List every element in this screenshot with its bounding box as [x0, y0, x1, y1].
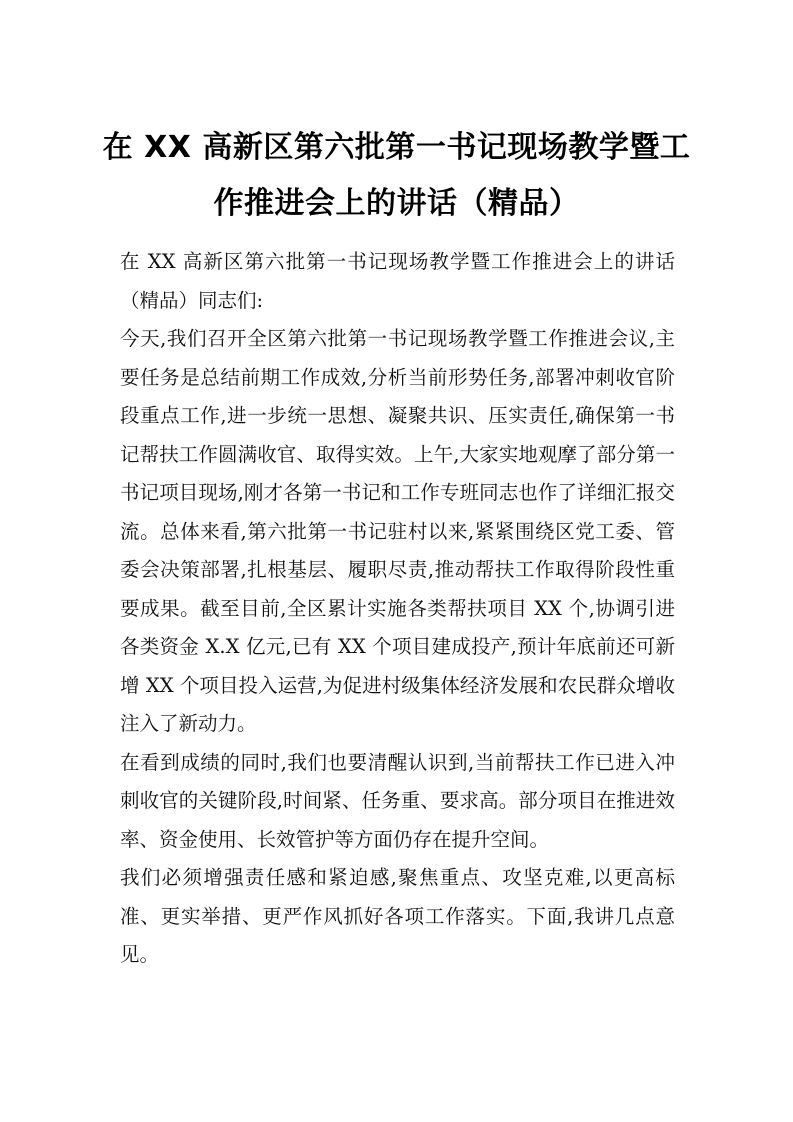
document-body [120, 243, 675, 975]
title-line-1: 在 XX 高新区第六批第一书记现场教学暨工 [102, 130, 691, 165]
paragraph-requirements: 我们必须增强责任感和紧迫感,聚焦重点、攻坚克难,以更高标准、更实举措、更严作风抓好各项工作落实。下面,我讲几点意见。 [120, 866, 675, 966]
document-title [100, 120, 693, 232]
title-line-2: 作推进会上的讲话（精品） [213, 186, 580, 221]
paragraph-challenges: 在看到成绩的同时,我们也要清醒认识到,当前帮扶工作已进入冲刺收官的关键阶段,时间紧、任务重、要求高。部分项目在推进效率、资金使用、长效管护等方面仍存在提升空间。 [120, 750, 675, 851]
paragraph-opening: 今天,我们召开全区第六批第一书记现场教学暨工作推进会议,主要任务是总结前期工作成效,分析当前形势任务,部署冲刺收官阶段重点工作,进一步统一思想、凝聚共识、压实责任,确保第一书记帮扶工作圆满收官、取得实效。上午,大家实地观摩了部分第一书记项目现场,刚才各第一书记和工作专班同志也作了详细汇报交流。总体来看,第六批第一书记驻村以来,紧紧围绕区党工委、管委会决策部署,扎根基层、履职尽责,推动帮扶工作取得阶段性重要成果。截至目前,全区累计实施各类帮扶项目 XX 个,协调引进各类资金 X.X 亿元,已有 XX 个项目建成投产,预计年底前还可新增 XX 个项目投入运营,为促进村级集体经济发展和农民群众增收注入了新动力。 [120, 327, 675, 735]
paragraph-greeting: 在 XX 高新区第六批第一书记现场教学暨工作推进会上的讲话（精品）同志们: [120, 250, 675, 312]
